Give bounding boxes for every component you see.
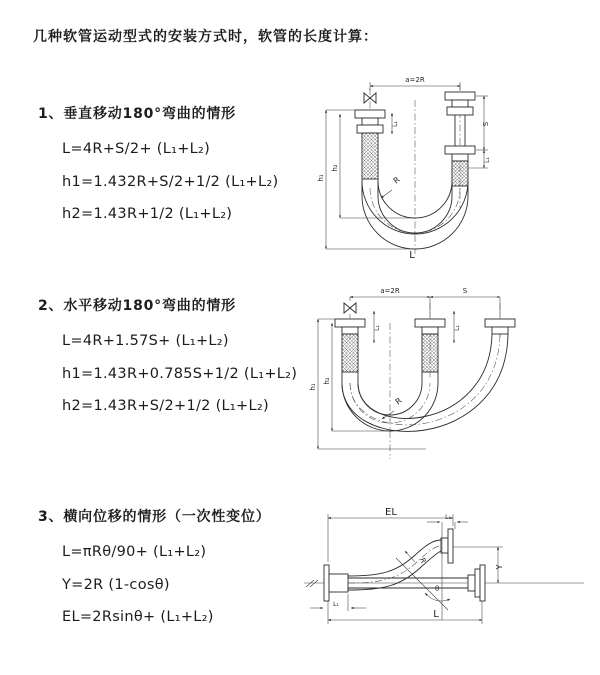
braided-hose <box>362 133 378 179</box>
left-pipe-flange <box>355 110 385 179</box>
section-lateral-displacement <box>38 506 271 634</box>
diagram-horizontal-180-bend <box>308 283 548 473</box>
braided-hose <box>422 334 438 372</box>
dim-label-l1: L₁ <box>484 157 491 163</box>
dim-a-2r <box>370 76 460 91</box>
formula-line: L=πRθ/90+ (L₁+L₂) <box>62 544 207 560</box>
centerlines <box>370 84 460 254</box>
axis-break-mark <box>306 580 318 587</box>
dim-a-2r-and-s <box>350 287 500 317</box>
formula-line: h2=1.43R+1/2 (L₁+L₂) <box>62 206 233 222</box>
right-pipe-flange <box>485 319 515 334</box>
dim-l1-left <box>374 311 381 343</box>
left-pipe-flange <box>335 319 365 372</box>
middle-pipe-flange <box>415 319 445 372</box>
formula-line: h1=1.432R+S/2+1/2 (L₁+L₂) <box>62 173 279 190</box>
right-flange-original <box>468 565 485 601</box>
dim-l <box>328 601 482 624</box>
left-flange <box>324 565 348 601</box>
formula-line: L=4R+1.57S+ (L₁+L₂) <box>62 333 229 349</box>
radius-label: R <box>418 556 428 565</box>
s-curve-hose <box>348 540 441 590</box>
dim-label-el: EL <box>385 507 397 518</box>
length-label: L <box>409 250 415 261</box>
dim-label-h2: h₂ <box>331 164 339 172</box>
section-2-formulas <box>62 325 297 423</box>
radius-label: R <box>391 175 402 186</box>
braided-hose <box>342 334 358 372</box>
section-3-formulas <box>62 536 271 634</box>
formula-line: h2=1.43R+S/2+1/2 (L₁+L₂) <box>62 398 269 414</box>
dim-label-h2: h₂ <box>323 377 331 385</box>
angle-label: θ <box>435 585 440 593</box>
dim-label-a2r: a=2R <box>405 76 425 84</box>
formula-line: Y=2R (1-cosθ) <box>62 576 170 593</box>
section-horizontal-movement <box>38 295 297 423</box>
section-1-heading: 1、垂直移动180°弯曲的情形 <box>38 106 236 122</box>
dim-label-a2r: a=2R <box>380 287 400 295</box>
dim-l1-left <box>392 113 399 134</box>
page-title: 几种软管运动型式的安装方式时，软管的长度计算： <box>33 29 378 45</box>
dim-label-y: Y <box>495 564 504 570</box>
section-vertical-movement <box>38 103 278 231</box>
braided-hose <box>452 161 468 186</box>
section-1-formulas <box>62 133 278 231</box>
dim-label-s: S <box>482 121 490 127</box>
dim-label-l1: L₁ <box>454 325 461 331</box>
dim-label-l: L <box>433 609 439 620</box>
dim-label-l1: L₁ <box>374 325 381 331</box>
dim-label-l1: L₁ <box>445 514 451 521</box>
dim-label-l1: L₁ <box>392 121 399 127</box>
diagram-vertical-180-bend <box>312 66 527 262</box>
section-3-heading: 3、横向位移的情形（一次性变位） <box>38 509 271 525</box>
formula-line: EL=2Rsinθ+ (L₁+L₂) <box>62 609 214 625</box>
formula-line: h1=1.43R+0.785S+1/2 (L₁+L₂) <box>62 365 298 382</box>
dim-label-h1: h₁ <box>309 383 317 391</box>
formula-line: L=4R+S/2+ (L₁+L₂) <box>62 141 211 157</box>
diagram-lateral-displacement <box>296 498 591 648</box>
valve-icon <box>344 303 356 313</box>
radius-callout <box>381 175 402 198</box>
dim-label-h1: h₁ <box>317 174 325 182</box>
upper-flange-displaced <box>441 529 453 563</box>
section-2-heading: 2、水平移动180°弯曲的情形 <box>38 298 236 314</box>
dim-l1-top <box>427 514 468 620</box>
radius-label: R <box>393 396 404 407</box>
dim-label-l1: L₁ <box>333 601 339 608</box>
dim-label-s: S <box>462 287 468 295</box>
dim-el <box>328 507 453 565</box>
dim-l1-left <box>310 594 366 611</box>
dim-l1-mid <box>454 311 461 343</box>
